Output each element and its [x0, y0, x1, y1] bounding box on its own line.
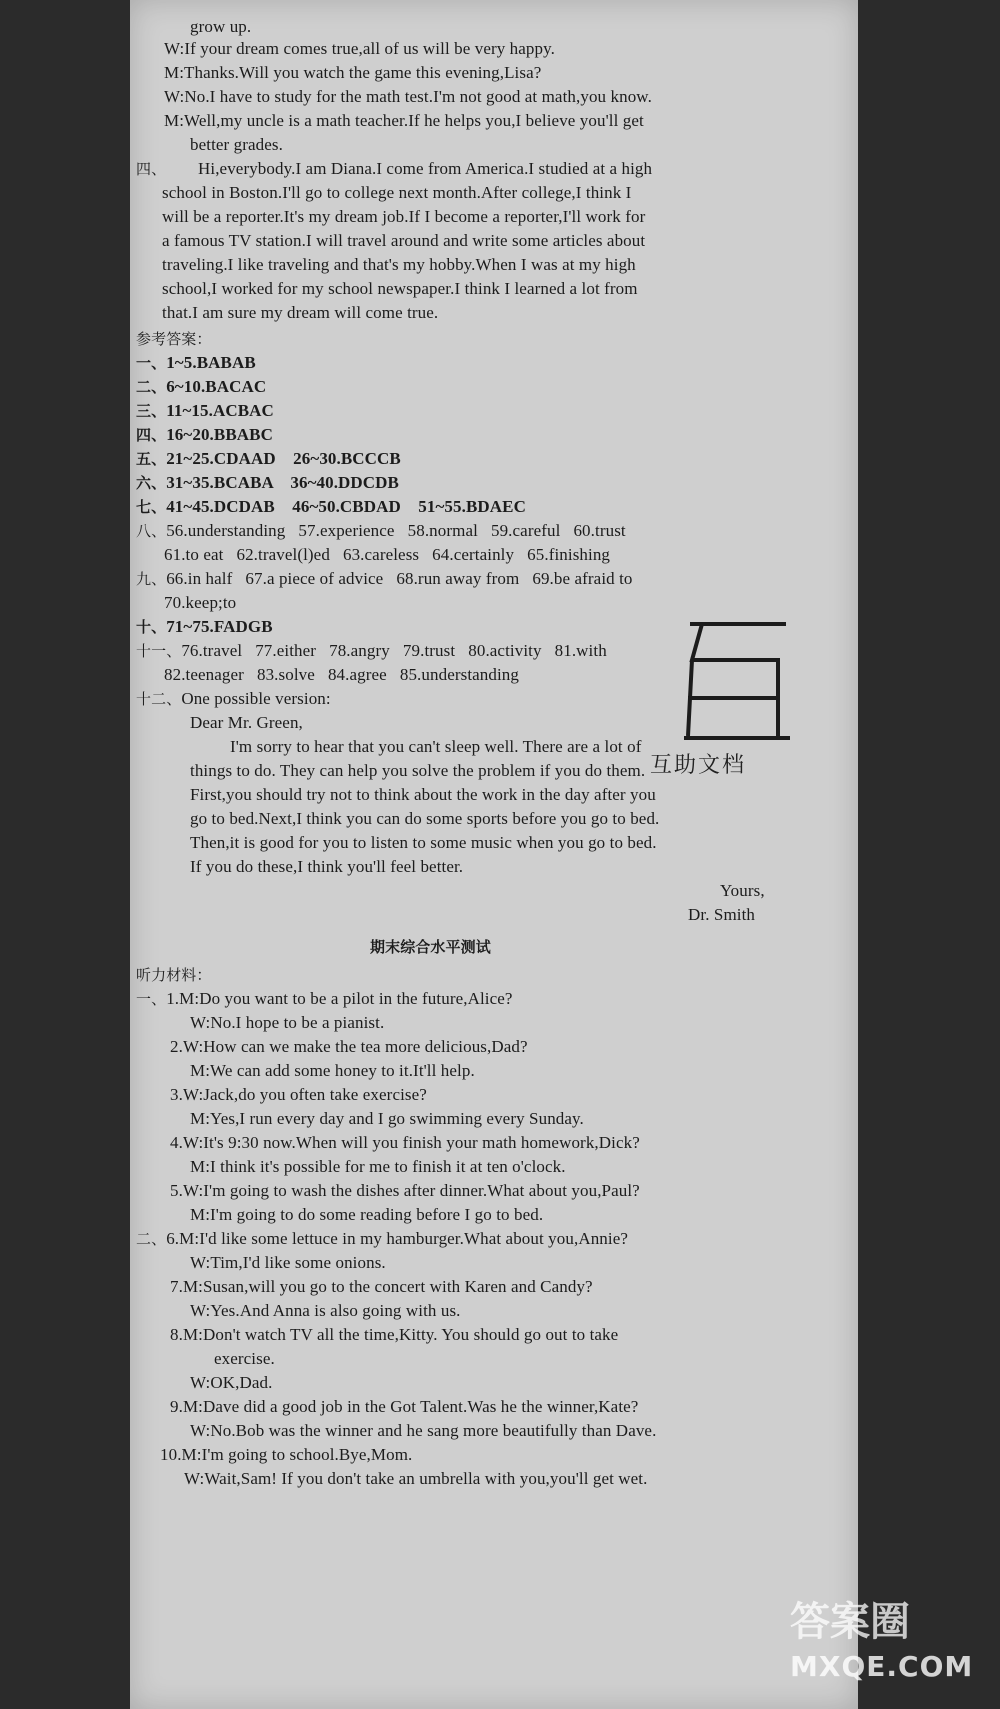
- text-line: Hi,everybody.I am Diana.I come from America.I studied at a high: [198, 159, 653, 178]
- letter-line: First,you should try not to think about the work in the day after you: [190, 785, 656, 804]
- answer-line: 十一、76.travel 77.either 78.angry 79.trust 80.activity 81.with: [136, 641, 607, 660]
- answer-line: 四、16~20.BBABC: [136, 425, 273, 444]
- text-line: better grades.: [190, 135, 283, 154]
- text-line: school in Boston.I'll go to college next month.After college,I think I: [162, 183, 632, 202]
- answer-line: 70.keep;to: [164, 593, 237, 612]
- section-title: 期末综合水平测试: [370, 938, 491, 956]
- listening-line: 一、1.M:Do you want to be a pilot in the future,Alice?: [136, 989, 513, 1008]
- answer-line: 二、6~10.BACAC: [136, 377, 267, 396]
- listening-line: M:I think it's possible for me to finish it at ten o'clock.: [190, 1157, 566, 1176]
- answer-line: 九、66.in half 67.a piece of advice 68.run away from 69.be afraid to: [136, 569, 633, 588]
- text-line: school,I worked for my school newspaper.I think I learned a lot from: [162, 279, 638, 298]
- answer-line: 一、1~5.BABAB: [136, 353, 256, 372]
- listening-line: W:No.I hope to be a pianist.: [190, 1013, 385, 1032]
- text-line: traveling.I like traveling and that's my hobby.When I was at my high: [162, 255, 636, 274]
- answer-line: 五、21~25.CDAAD 26~30.BCCCB: [136, 449, 401, 468]
- answer-line: 82.teenager 83.solve 84.agree 85.understanding: [164, 665, 520, 684]
- answer-line: 十、71~75.FADGB: [136, 617, 273, 636]
- text-line: grow up.: [190, 17, 252, 36]
- text-line: W:If your dream comes true,all of us will be very happy.: [164, 39, 555, 58]
- watermark-logo: 答案圈: [790, 1599, 910, 1645]
- text-line: M:Well,my uncle is a math teacher.If he helps you,I believe you'll get: [164, 111, 644, 130]
- answers-heading: 参考答案：: [136, 330, 212, 348]
- listening-line: 10.M:I'm going to school.Bye,Mom.: [160, 1445, 413, 1464]
- listening-line: 8.M:Don't watch TV all the time,Kitty. You should go out to take: [170, 1325, 619, 1344]
- listening-line: W:OK,Dad.: [190, 1373, 273, 1392]
- document-page: [130, 0, 858, 1709]
- text-line: W:No.I have to study for the math test.I'm not good at math,you know.: [164, 87, 652, 106]
- letter-line: I'm sorry to hear that you can't sleep well. There are a lot of: [230, 737, 642, 756]
- listening-line: M:We can add some honey to it.It'll help.: [190, 1061, 475, 1080]
- text-line: that.I am sure my dream will come true.: [162, 303, 439, 322]
- listening-line: 5.W:I'm going to wash the dishes after dinner.What about you,Paul?: [170, 1181, 640, 1200]
- text-line: 四、: [136, 160, 167, 178]
- letter-line: things to do. They can help you solve the problem if you do them.: [190, 761, 646, 780]
- answer-line: 三、11~15.ACBAC: [136, 401, 274, 420]
- stamp-text: 互助文档: [650, 753, 747, 778]
- letter-line: Yours,: [720, 881, 765, 900]
- answer-line: 61.to eat 62.travel(l)ed 63.careless 64.certainly 65.finishing: [164, 545, 611, 564]
- text-line: M:Thanks.Will you watch the game this evening,Lisa?: [164, 63, 542, 82]
- listening-line: W:No.Bob was the winner and he sang more beautifully than Dave.: [190, 1421, 657, 1440]
- listening-line: exercise.: [214, 1349, 275, 1368]
- listening-line: 7.M:Susan,will you go to the concert with Karen and Candy?: [170, 1277, 593, 1296]
- listening-line: 4.W:It's 9:30 now.When will you finish your math homework,Dick?: [170, 1133, 640, 1152]
- letter-line: If you do these,I think you'll feel better.: [190, 857, 464, 876]
- listening-line: M:Yes,I run every day and I go swimming every Sunday.: [190, 1109, 584, 1128]
- letter-line: go to bed.Next,I think you can do some sports before you go to bed.: [190, 809, 660, 828]
- listening-line: W:Tim,I'd like some onions.: [190, 1253, 386, 1272]
- text-line: a famous TV station.I will travel around and write some articles about: [162, 231, 646, 250]
- listening-line: M:I'm going to do some reading before I go to bed.: [190, 1205, 544, 1224]
- listening-line: 9.M:Dave did a good job in the Got Talent.Was he the winner,Kate?: [170, 1397, 639, 1416]
- listening-line: W:Wait,Sam! If you don't take an umbrella with you,you'll get wet.: [184, 1469, 648, 1488]
- listening-line: 3.W:Jack,do you often take exercise?: [170, 1085, 427, 1104]
- text-line: will be a reporter.It's my dream job.If I become a reporter,I'll work for: [162, 207, 646, 226]
- answer-line: 八、56.understanding 57.experience 58.normal 59.careful 60.trust: [136, 521, 626, 540]
- answer-line: 六、31~35.BCABA 36~40.DDCDB: [136, 473, 400, 492]
- watermark-url: MXQE.COM: [790, 1650, 974, 1683]
- listening-line: 2.W:How can we make the tea more delicious,Dad?: [170, 1037, 528, 1056]
- letter-line: Dear Mr. Green,: [190, 713, 303, 732]
- listening-line: 二、6.M:I'd like some lettuce in my hamburger.What about you,Annie?: [136, 1229, 629, 1248]
- letter-line: Dr. Smith: [688, 905, 756, 924]
- section-heading: 听力材料：: [136, 966, 212, 984]
- answer-line: 七、41~45.DCDAB 46~50.CBDAD 51~55.BDAEC: [136, 497, 526, 516]
- answer-line: 十二、One possible version:: [136, 689, 331, 708]
- listening-line: W:Yes.And Anna is also going with us.: [190, 1301, 461, 1320]
- letter-line: Then,it is good for you to listen to some music when you go to bed.: [190, 833, 657, 852]
